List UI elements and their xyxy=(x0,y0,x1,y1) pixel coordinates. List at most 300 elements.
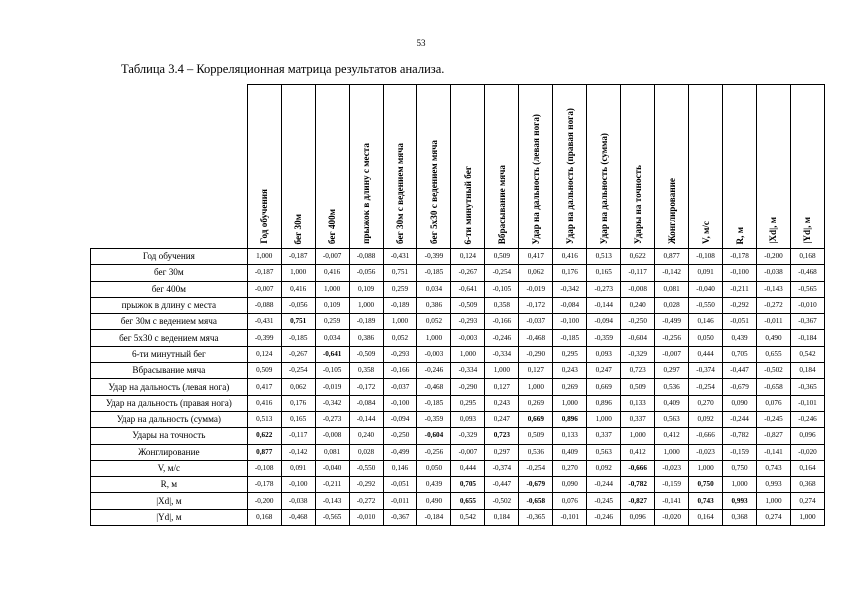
correlation-matrix xyxy=(90,84,825,526)
table-cell: -0,293 xyxy=(451,314,485,330)
table-cell: -0,550 xyxy=(349,460,383,476)
table-cell: 0,877 xyxy=(655,249,689,265)
column-header xyxy=(621,85,655,249)
column-header-label: V, м/с xyxy=(700,221,711,244)
table-cell: -0,003 xyxy=(417,346,451,362)
table-cell: 0,093 xyxy=(451,411,485,427)
table-cell: 0,412 xyxy=(655,428,689,444)
column-header xyxy=(247,85,281,249)
column-header xyxy=(689,85,723,249)
table-cell: 0,109 xyxy=(315,297,349,313)
column-header-label: бег 5х30 с ведением мяча xyxy=(428,140,439,244)
table-cell: -0,499 xyxy=(383,444,417,460)
table-cell: -0,502 xyxy=(485,493,519,509)
table-cell: -0,367 xyxy=(790,314,824,330)
table-cell: -0,293 xyxy=(383,346,417,362)
table-cell: -0,108 xyxy=(247,460,281,476)
table-cell: 0,386 xyxy=(349,330,383,346)
table-caption: Таблица 3.4 – Корреляционная матрица результатов анализа. xyxy=(121,62,445,76)
table-cell: -0,290 xyxy=(519,346,553,362)
table-cell: 0,417 xyxy=(519,249,553,265)
table-cell: -0,185 xyxy=(281,330,315,346)
table-cell: -0,246 xyxy=(485,330,519,346)
table-cell: 0,091 xyxy=(689,265,723,281)
table-cell: 1,000 xyxy=(655,444,689,460)
table-cell: -0,468 xyxy=(519,330,553,346)
table-cell: 0,416 xyxy=(315,265,349,281)
table-cell: 0,127 xyxy=(485,379,519,395)
table-row xyxy=(91,428,825,444)
table-cell: -0,019 xyxy=(315,379,349,395)
table-cell: -0,256 xyxy=(417,444,451,460)
table-cell: -0,010 xyxy=(790,297,824,313)
table-cell: 1,000 xyxy=(790,509,824,525)
column-header xyxy=(451,85,485,249)
table-cell: -0,038 xyxy=(281,493,315,509)
table-cell: -0,020 xyxy=(790,444,824,460)
table-cell: -0,100 xyxy=(553,314,587,330)
table-cell: 0,750 xyxy=(723,460,757,476)
table-cell: -0,447 xyxy=(485,477,519,493)
table-cell: -0,011 xyxy=(757,314,791,330)
table-cell: -0,250 xyxy=(383,428,417,444)
table-cell: -0,051 xyxy=(383,477,417,493)
row-label: V, м/с xyxy=(91,460,248,476)
table-cell: -0,108 xyxy=(689,249,723,265)
table-cell: -0,509 xyxy=(451,297,485,313)
row-label: Жонглирование xyxy=(91,444,248,460)
row-label: прыжок в длину с места xyxy=(91,297,248,313)
table-cell: 0,563 xyxy=(587,444,621,460)
table-cell: -0,094 xyxy=(587,314,621,330)
table-cell: 0,090 xyxy=(723,395,757,411)
table-cell: -0,256 xyxy=(655,330,689,346)
table-cell: 1,000 xyxy=(553,395,587,411)
row-label: бег 30м xyxy=(91,265,248,281)
table-cell: 0,034 xyxy=(315,330,349,346)
table-cell: 0,295 xyxy=(451,395,485,411)
table-cell: 0,240 xyxy=(349,428,383,444)
table-cell: -0,011 xyxy=(383,493,417,509)
column-header xyxy=(383,85,417,249)
row-label: бег 400м xyxy=(91,281,248,297)
table-row xyxy=(91,346,825,362)
table-cell: -0,245 xyxy=(587,493,621,509)
table-cell: -0,245 xyxy=(757,411,791,427)
table-cell: -0,468 xyxy=(417,379,451,395)
table-cell: -0,334 xyxy=(485,346,519,362)
table-cell: -0,007 xyxy=(315,249,349,265)
row-label: Удар на дальность (левая нога) xyxy=(91,379,248,395)
table-cell: -0,143 xyxy=(757,281,791,297)
column-header-label: Удары на точность xyxy=(632,164,643,244)
table-cell: -0,189 xyxy=(383,297,417,313)
table-cell: 0,358 xyxy=(349,363,383,379)
table-cell: -0,141 xyxy=(757,444,791,460)
table-cell: -0,244 xyxy=(723,411,757,427)
table-cell: 0,368 xyxy=(723,509,757,525)
table-cell: 0,164 xyxy=(790,460,824,476)
table-cell: -0,007 xyxy=(247,281,281,297)
table-cell: 0,124 xyxy=(247,346,281,362)
table-row xyxy=(91,460,825,476)
table-cell: 0,337 xyxy=(587,428,621,444)
table-row xyxy=(91,395,825,411)
table-cell: -0,037 xyxy=(383,379,417,395)
table-cell: 0,743 xyxy=(757,460,791,476)
table-cell: 0,274 xyxy=(790,493,824,509)
table-cell: -0,117 xyxy=(281,428,315,444)
table-cell: 0,877 xyxy=(247,444,281,460)
table-cell: -0,827 xyxy=(621,493,655,509)
column-header xyxy=(553,85,587,249)
table-cell: 0,096 xyxy=(621,509,655,525)
table-cell: -0,499 xyxy=(655,314,689,330)
table-cell: -0,431 xyxy=(383,249,417,265)
table-cell: -0,007 xyxy=(451,444,485,460)
table-cell: 0,750 xyxy=(689,477,723,493)
table-cell: 0,259 xyxy=(383,281,417,297)
table-cell: 0,052 xyxy=(417,314,451,330)
table-cell: 0,386 xyxy=(417,297,451,313)
table-row xyxy=(91,379,825,395)
table-cell: 0,165 xyxy=(281,411,315,427)
table-cell: -0,679 xyxy=(723,379,757,395)
table-cell: -0,329 xyxy=(451,428,485,444)
table-row xyxy=(91,509,825,525)
table-cell: 0,490 xyxy=(417,493,451,509)
table-cell: 0,751 xyxy=(383,265,417,281)
table-cell: -0,037 xyxy=(519,314,553,330)
table-cell: -0,658 xyxy=(757,379,791,395)
table-cell: -0,141 xyxy=(655,493,689,509)
row-label: |Xd|, м xyxy=(91,493,248,509)
table-cell: -0,431 xyxy=(247,314,281,330)
row-label: Удар на дальность (сумма) xyxy=(91,411,248,427)
table-cell: 0,416 xyxy=(247,395,281,411)
table-cell: -0,365 xyxy=(790,379,824,395)
table-cell: -0,254 xyxy=(281,363,315,379)
column-header-label: Удар на дальность (левая нога) xyxy=(530,113,541,244)
table-cell: 0,081 xyxy=(655,281,689,297)
table-cell: -0,292 xyxy=(723,297,757,313)
table-cell: 0,028 xyxy=(349,444,383,460)
table-cell: 0,509 xyxy=(519,428,553,444)
table-cell: 0,536 xyxy=(519,444,553,460)
table-row xyxy=(91,493,825,509)
table-cell: 0,269 xyxy=(553,379,587,395)
table-cell: 0,416 xyxy=(281,281,315,297)
table-cell: -0,142 xyxy=(655,265,689,281)
table-cell: 0,176 xyxy=(281,395,315,411)
table-cell: 1,000 xyxy=(247,249,281,265)
table-cell: -0,782 xyxy=(723,428,757,444)
table-cell: -0,200 xyxy=(757,249,791,265)
table-cell: 0,184 xyxy=(790,363,824,379)
table-cell: 0,247 xyxy=(485,411,519,427)
table-cell: -0,172 xyxy=(349,379,383,395)
table-cell: 0,439 xyxy=(417,477,451,493)
table-cell: 0,416 xyxy=(553,249,587,265)
table-cell: 0,165 xyxy=(587,265,621,281)
table-cell: 0,542 xyxy=(790,346,824,362)
table-cell: 0,896 xyxy=(553,411,587,427)
column-header-label: Жонглирование xyxy=(666,177,677,244)
column-header-label: |Xd|, м xyxy=(768,217,779,244)
table-cell: -0,088 xyxy=(349,249,383,265)
table-cell: 0,076 xyxy=(757,395,791,411)
table-cell: -0,367 xyxy=(383,509,417,525)
table-cell: 0,091 xyxy=(281,460,315,476)
table-cell: -0,038 xyxy=(757,265,791,281)
table-cell: -0,550 xyxy=(689,297,723,313)
table-cell: 0,243 xyxy=(485,395,519,411)
column-header-label: Удар на дальность (сумма) xyxy=(598,132,609,244)
table-cell: 0,062 xyxy=(519,265,553,281)
table-cell: 0,259 xyxy=(315,314,349,330)
column-header-label: 6-ти минутный бег xyxy=(462,165,473,244)
table-cell: -0,329 xyxy=(621,346,655,362)
table-cell: -0,185 xyxy=(417,265,451,281)
table-cell: 0,337 xyxy=(621,411,655,427)
column-header xyxy=(790,85,824,249)
table-row xyxy=(91,411,825,427)
table-cell: 0,368 xyxy=(790,477,824,493)
table-cell: 0,358 xyxy=(485,297,519,313)
table-cell: 0,050 xyxy=(417,460,451,476)
table-cell: -0,246 xyxy=(587,509,621,525)
table-cell: 0,269 xyxy=(519,395,553,411)
table-cell: -0,374 xyxy=(689,363,723,379)
table-cell: 1,000 xyxy=(349,297,383,313)
table-cell: -0,244 xyxy=(587,477,621,493)
table-cell: 0,184 xyxy=(485,509,519,525)
row-label: 6-ти минутный бег xyxy=(91,346,248,362)
table-cell: -0,008 xyxy=(315,428,349,444)
table-cell: 0,127 xyxy=(519,363,553,379)
table-cell: -0,254 xyxy=(689,379,723,395)
table-cell: -0,468 xyxy=(281,509,315,525)
table-cell: -0,359 xyxy=(587,330,621,346)
column-header-label: бег 400м xyxy=(327,208,338,244)
table-cell: 1,000 xyxy=(485,363,519,379)
table-cell: 0,295 xyxy=(553,346,587,362)
table-cell: -0,056 xyxy=(281,297,315,313)
table-cell: -0,178 xyxy=(247,477,281,493)
table-cell: -0,100 xyxy=(723,265,757,281)
table-cell: 0,133 xyxy=(553,428,587,444)
table-cell: -0,117 xyxy=(621,265,655,281)
table-cell: 0,109 xyxy=(349,281,383,297)
table-cell: 0,092 xyxy=(587,460,621,476)
table-cell: 0,563 xyxy=(655,411,689,427)
table-cell: -0,187 xyxy=(281,249,315,265)
table-cell: -0,666 xyxy=(689,428,723,444)
table-cell: 0,723 xyxy=(485,428,519,444)
table-cell: -0,007 xyxy=(655,346,689,362)
table-cell: -0,272 xyxy=(757,297,791,313)
table-cell: -0,267 xyxy=(281,346,315,362)
table-cell: 0,509 xyxy=(621,379,655,395)
table-cell: 0,240 xyxy=(621,297,655,313)
table-cell: -0,159 xyxy=(655,477,689,493)
table-cell: -0,272 xyxy=(349,493,383,509)
table-cell: -0,040 xyxy=(315,460,349,476)
table-cell: -0,679 xyxy=(519,477,553,493)
table-cell: -0,144 xyxy=(587,297,621,313)
table-row xyxy=(91,249,825,265)
table-cell: 0,705 xyxy=(451,477,485,493)
column-header-label: Удар на дальность (правая нога) xyxy=(564,107,575,244)
table-cell: -0,008 xyxy=(621,281,655,297)
table-row xyxy=(91,297,825,313)
row-label: R, м xyxy=(91,477,248,493)
table-cell: 0,076 xyxy=(553,493,587,509)
table-cell: -0,023 xyxy=(655,460,689,476)
table-cell: -0,003 xyxy=(451,330,485,346)
table-cell: -0,290 xyxy=(451,379,485,395)
table-cell: -0,023 xyxy=(689,444,723,460)
table-cell: 0,297 xyxy=(655,363,689,379)
table-cell: 0,146 xyxy=(689,314,723,330)
column-header-label: R, м xyxy=(734,226,745,244)
table-cell: 0,669 xyxy=(587,379,621,395)
table-cell: -0,254 xyxy=(485,265,519,281)
table-cell: 0,444 xyxy=(689,346,723,362)
table-cell: 0,536 xyxy=(655,379,689,395)
column-header xyxy=(723,85,757,249)
table-cell: 0,490 xyxy=(757,330,791,346)
table-cell: 0,081 xyxy=(315,444,349,460)
table-cell: -0,342 xyxy=(553,281,587,297)
table-cell: 1,000 xyxy=(281,265,315,281)
table-cell: 1,000 xyxy=(315,281,349,297)
table-cell: 0,513 xyxy=(587,249,621,265)
table-row xyxy=(91,265,825,281)
table-cell: -0,084 xyxy=(349,395,383,411)
table-cell: -0,273 xyxy=(315,411,349,427)
table-cell: -0,142 xyxy=(281,444,315,460)
table-cell: -0,185 xyxy=(553,330,587,346)
table-cell: 1,000 xyxy=(587,411,621,427)
table-cell: 0,509 xyxy=(247,363,281,379)
table-cell: -0,374 xyxy=(485,460,519,476)
row-label: бег 30м с ведением мяча xyxy=(91,314,248,330)
row-label: Удар на дальность (правая нога) xyxy=(91,395,248,411)
table-cell: 0,513 xyxy=(247,411,281,427)
table-cell: -0,051 xyxy=(723,314,757,330)
table-cell: -0,365 xyxy=(519,509,553,525)
table-cell: 0,168 xyxy=(790,249,824,265)
table-cell: 0,896 xyxy=(587,395,621,411)
table-cell: -0,211 xyxy=(315,477,349,493)
table-cell: 0,274 xyxy=(757,509,791,525)
table-cell: -0,399 xyxy=(247,330,281,346)
header-corner xyxy=(91,85,248,249)
table-cell: 0,622 xyxy=(621,249,655,265)
table-cell: 0,297 xyxy=(485,444,519,460)
table-cell: 0,669 xyxy=(519,411,553,427)
table-cell: -0,565 xyxy=(790,281,824,297)
column-header-label: |Yd|, м xyxy=(802,217,813,244)
table-cell: 0,412 xyxy=(621,444,655,460)
table-cell: 0,270 xyxy=(553,460,587,476)
table-cell: -0,040 xyxy=(689,281,723,297)
table-cell: -0,184 xyxy=(417,509,451,525)
table-cell: -0,056 xyxy=(349,265,383,281)
table-cell: 0,743 xyxy=(689,493,723,509)
table-row xyxy=(91,314,825,330)
table-cell: 1,000 xyxy=(417,330,451,346)
table-cell: 0,622 xyxy=(247,428,281,444)
table-cell: -0,827 xyxy=(757,428,791,444)
table-cell: 0,168 xyxy=(247,509,281,525)
table-cell: 0,050 xyxy=(689,330,723,346)
table-cell: -0,178 xyxy=(723,249,757,265)
table-cell: 0,409 xyxy=(655,395,689,411)
table-cell: -0,184 xyxy=(790,330,824,346)
table-cell: 0,270 xyxy=(689,395,723,411)
table-cell: 0,247 xyxy=(587,363,621,379)
row-label: бег 5х30 с ведением мяча xyxy=(91,330,248,346)
column-header-label: бег 30м xyxy=(293,213,304,244)
table-cell: 0,417 xyxy=(247,379,281,395)
table-cell: -0,658 xyxy=(519,493,553,509)
table-cell: -0,101 xyxy=(790,395,824,411)
table-cell: 0,655 xyxy=(451,493,485,509)
table-cell: 1,000 xyxy=(689,460,723,476)
table-cell: -0,166 xyxy=(383,363,417,379)
table-cell: -0,088 xyxy=(247,297,281,313)
table-cell: 0,705 xyxy=(723,346,757,362)
table-body xyxy=(91,249,825,526)
table-cell: -0,359 xyxy=(417,411,451,427)
row-label: |Yd|, м xyxy=(91,509,248,525)
column-header xyxy=(281,85,315,249)
table-cell: -0,502 xyxy=(757,363,791,379)
header-row xyxy=(91,85,825,249)
table-cell: 0,993 xyxy=(723,493,757,509)
table-cell: -0,100 xyxy=(383,395,417,411)
column-header-label: прыжок в длину с места xyxy=(361,143,372,244)
column-header xyxy=(349,85,383,249)
table-cell: -0,101 xyxy=(553,509,587,525)
table-cell: 0,096 xyxy=(790,428,824,444)
table-cell: 0,409 xyxy=(553,444,587,460)
table-cell: 0,092 xyxy=(689,411,723,427)
table-cell: 0,093 xyxy=(587,346,621,362)
column-header xyxy=(519,85,553,249)
table-cell: -0,246 xyxy=(790,411,824,427)
column-header xyxy=(757,85,791,249)
table-cell: -0,267 xyxy=(451,265,485,281)
table-cell: -0,189 xyxy=(349,314,383,330)
table-cell: -0,468 xyxy=(790,265,824,281)
table-cell: 0,444 xyxy=(451,460,485,476)
row-label: Вбрасывание мяча xyxy=(91,363,248,379)
table-cell: -0,143 xyxy=(315,493,349,509)
table-cell: 1,000 xyxy=(723,477,757,493)
table-cell: 0,062 xyxy=(281,379,315,395)
table-cell: 0,542 xyxy=(451,509,485,525)
table-cell: -0,782 xyxy=(621,477,655,493)
table-cell: 0,124 xyxy=(451,249,485,265)
table-cell: 1,000 xyxy=(451,346,485,362)
table-row xyxy=(91,281,825,297)
column-header xyxy=(417,85,451,249)
table-cell: 0,164 xyxy=(689,509,723,525)
table-cell: -0,019 xyxy=(519,281,553,297)
